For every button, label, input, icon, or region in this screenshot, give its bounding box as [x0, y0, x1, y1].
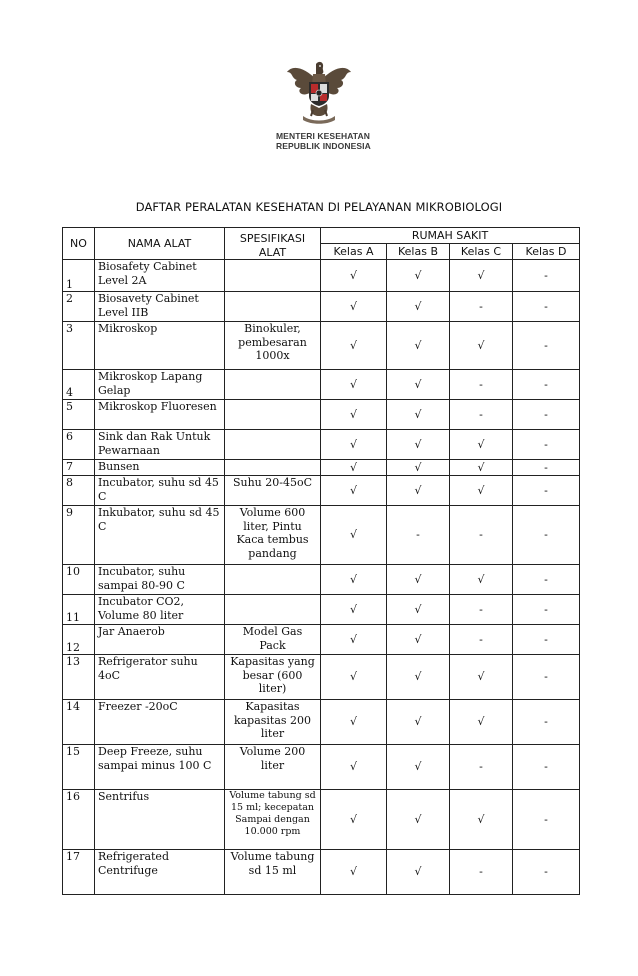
- cell-name: Incubator CO2, Volume 80 liter: [95, 595, 225, 625]
- cell-b: √: [387, 700, 450, 745]
- cell-no: 6: [63, 430, 95, 460]
- cell-a: √: [321, 700, 387, 745]
- cell-c: -: [450, 850, 513, 895]
- cell-a: √: [321, 260, 387, 292]
- cell-spec: [225, 260, 321, 292]
- cell-d: -: [513, 790, 580, 850]
- cell-spec: Model Gas Pack: [225, 625, 321, 655]
- cell-d: -: [513, 625, 580, 655]
- cell-d: -: [513, 476, 580, 506]
- header-kelas-c: Kelas C: [450, 244, 513, 260]
- cell-d: -: [513, 430, 580, 460]
- cell-spec: Suhu 20-45oC: [225, 476, 321, 506]
- table-row: [63, 745, 580, 790]
- table-row: [63, 476, 580, 506]
- cell-d: -: [513, 506, 580, 565]
- table-row: [63, 322, 580, 370]
- cell-d: -: [513, 565, 580, 595]
- cell-spec: Volume 200 liter: [225, 745, 321, 790]
- table-row: [63, 700, 580, 745]
- cell-name: Refrigerated Centrifuge: [95, 850, 225, 895]
- cell-no: 16: [63, 790, 95, 850]
- cell-no: 17: [63, 850, 95, 895]
- cell-c: √: [450, 460, 513, 476]
- header-name: NAMA ALAT: [95, 228, 225, 260]
- cell-b: √: [387, 460, 450, 476]
- cell-spec: [225, 595, 321, 625]
- cell-name: Inkubator, suhu sd 45 C: [95, 506, 225, 565]
- cell-c: -: [450, 625, 513, 655]
- cell-spec: [225, 370, 321, 400]
- cell-a: √: [321, 745, 387, 790]
- cell-name: Mikroskop Fluoresen: [95, 400, 225, 430]
- cell-a: √: [321, 430, 387, 460]
- cell-no: 12: [63, 625, 95, 655]
- cell-no: 7: [63, 460, 95, 476]
- cell-spec: Volume 600 liter, Pintu Kaca tembus pandang: [225, 506, 321, 565]
- cell-b: √: [387, 850, 450, 895]
- cell-name: Mikroskop: [95, 322, 225, 370]
- cell-name: Deep Freeze, suhu sampai minus 100 C: [95, 745, 225, 790]
- cell-c: -: [450, 506, 513, 565]
- cell-c: -: [450, 370, 513, 400]
- cell-b: √: [387, 292, 450, 322]
- cell-b: √: [387, 565, 450, 595]
- cell-d: -: [513, 595, 580, 625]
- cell-no: 14: [63, 700, 95, 745]
- header-rumah-sakit: RUMAH SAKIT: [321, 228, 580, 244]
- cell-spec: Kapasitas yang besar (600 liter): [225, 655, 321, 700]
- header-kelas-b: Kelas B: [387, 244, 450, 260]
- cell-a: √: [321, 506, 387, 565]
- table-row: [63, 655, 580, 700]
- cell-b: √: [387, 370, 450, 400]
- cell-spec: [225, 400, 321, 430]
- cell-name: Refrigerator suhu 4oC: [95, 655, 225, 700]
- cell-name: Sink dan Rak Untuk Pewarnaan: [95, 430, 225, 460]
- cell-no: 2: [63, 292, 95, 322]
- cell-spec: [225, 430, 321, 460]
- cell-d: -: [513, 260, 580, 292]
- cell-c: √: [450, 565, 513, 595]
- ministry-line-1: MENTERI KESEHATAN: [276, 131, 370, 141]
- cell-d: -: [513, 322, 580, 370]
- cell-no: 13: [63, 655, 95, 700]
- table-row: [63, 430, 580, 460]
- cell-no: 8: [63, 476, 95, 506]
- table-row: [63, 565, 580, 595]
- cell-b: √: [387, 595, 450, 625]
- cell-b: √: [387, 400, 450, 430]
- header-kelas-a: Kelas A: [321, 244, 387, 260]
- cell-c: √: [450, 476, 513, 506]
- cell-no: 11: [63, 595, 95, 625]
- cell-d: -: [513, 655, 580, 700]
- cell-no: 4: [63, 370, 95, 400]
- cell-a: √: [321, 625, 387, 655]
- cell-name: Freezer -20oC: [95, 700, 225, 745]
- cell-a: √: [321, 460, 387, 476]
- cell-spec: Volume tabung sd 15 ml; kecepatan Sampai dengan 10.000 rpm: [225, 790, 321, 850]
- table-row: [63, 850, 580, 895]
- cell-spec: Kapasitas kapasitas 200 liter: [225, 700, 321, 745]
- cell-c: √: [450, 790, 513, 850]
- cell-name: Jar Anaerob: [95, 625, 225, 655]
- table-row: [63, 260, 580, 292]
- cell-d: -: [513, 370, 580, 400]
- cell-d: -: [513, 745, 580, 790]
- cell-c: √: [450, 322, 513, 370]
- cell-a: √: [321, 850, 387, 895]
- table-row: [63, 460, 580, 476]
- cell-c: -: [450, 400, 513, 430]
- cell-b: √: [387, 790, 450, 850]
- cell-name: Mikroskop Lapang Gelap: [95, 370, 225, 400]
- cell-a: √: [321, 790, 387, 850]
- cell-a: √: [321, 400, 387, 430]
- cell-spec: [225, 292, 321, 322]
- cell-a: √: [321, 655, 387, 700]
- cell-name: Bunsen: [95, 460, 225, 476]
- cell-c: √: [450, 260, 513, 292]
- equipment-table: [62, 227, 580, 895]
- cell-a: √: [321, 476, 387, 506]
- cell-a: √: [321, 565, 387, 595]
- cell-d: -: [513, 460, 580, 476]
- cell-name: Biosafety Cabinet Level 2A: [95, 260, 225, 292]
- cell-b: √: [387, 430, 450, 460]
- cell-b: √: [387, 655, 450, 700]
- header-no: NO: [63, 228, 95, 260]
- cell-no: 9: [63, 506, 95, 565]
- cell-name: Biosavety Cabinet Level IIB: [95, 292, 225, 322]
- cell-a: √: [321, 595, 387, 625]
- cell-name: Sentrifus: [95, 790, 225, 850]
- table-row: [63, 625, 580, 655]
- cell-spec: [225, 565, 321, 595]
- table-row: [63, 292, 580, 322]
- cell-no: 15: [63, 745, 95, 790]
- cell-b: √: [387, 260, 450, 292]
- cell-b: √: [387, 322, 450, 370]
- cell-a: √: [321, 292, 387, 322]
- cell-no: 10: [63, 565, 95, 595]
- cell-b: √: [387, 476, 450, 506]
- ministry-label: [276, 131, 371, 151]
- cell-a: √: [321, 370, 387, 400]
- cell-spec: [225, 460, 321, 476]
- cell-d: -: [513, 292, 580, 322]
- cell-c: √: [450, 700, 513, 745]
- cell-spec: Volume tabung sd 15 ml: [225, 850, 321, 895]
- cell-b: -: [387, 506, 450, 565]
- table-row: [63, 370, 580, 400]
- ministry-line-2: REPUBLIK INDONESIA: [276, 141, 371, 151]
- cell-c: -: [450, 745, 513, 790]
- cell-name: Incubator, suhu sd 45 C: [95, 476, 225, 506]
- cell-d: -: [513, 400, 580, 430]
- cell-c: -: [450, 292, 513, 322]
- header-kelas-d: Kelas D: [513, 244, 580, 260]
- cell-a: √: [321, 322, 387, 370]
- table-row: [63, 595, 580, 625]
- cell-spec: Binokuler, pembesaran 1000x: [225, 322, 321, 370]
- cell-c: √: [450, 430, 513, 460]
- document-title: DAFTAR PERALATAN KESEHATAN DI PELAYANAN MIKROBIOLOGI: [135, 200, 503, 214]
- garuda-emblem-icon: [283, 58, 355, 128]
- cell-d: -: [513, 700, 580, 745]
- cell-b: √: [387, 745, 450, 790]
- cell-no: 3: [63, 322, 95, 370]
- table-row: [63, 400, 580, 430]
- cell-name: Incubator, suhu sampai 80-90 C: [95, 565, 225, 595]
- table-row: [63, 790, 580, 850]
- cell-c: √: [450, 655, 513, 700]
- cell-b: √: [387, 625, 450, 655]
- cell-c: -: [450, 595, 513, 625]
- cell-no: 1: [63, 260, 95, 292]
- table-row: [63, 506, 580, 565]
- cell-no: 5: [63, 400, 95, 430]
- cell-d: -: [513, 850, 580, 895]
- header-spec: SPESIFIKASI ALAT: [225, 228, 321, 260]
